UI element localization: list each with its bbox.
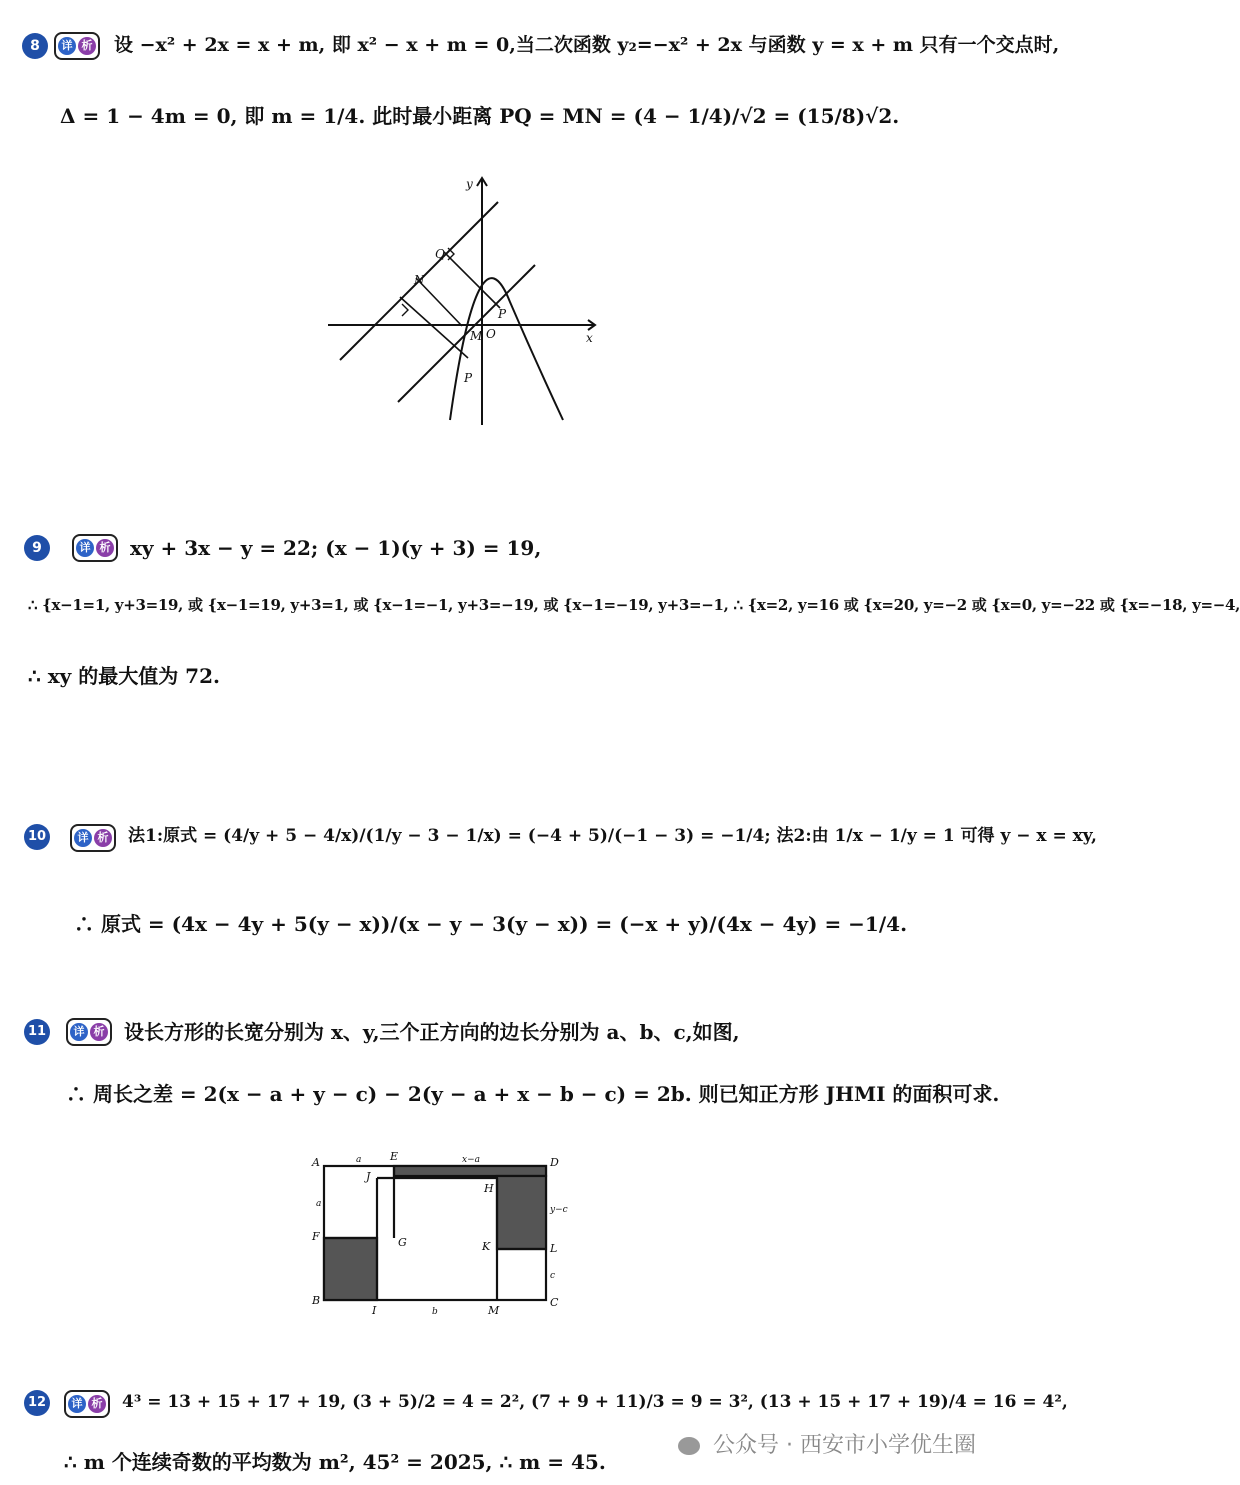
label-y: y — [466, 177, 473, 191]
analysis-badge — [66, 1018, 112, 1046]
label-c: C — [550, 1296, 559, 1309]
rectangle-figure — [290, 1150, 580, 1320]
watermark-text: 公众号 · 西安市小学优生圈 — [713, 1433, 976, 1458]
label-i: I — [372, 1304, 377, 1317]
badge-icon-left: 详 — [76, 539, 94, 557]
problem-11-line-2: ∴ 周长之差 = 2(x − a + y − c) − 2(y − a + x − b − c) = 2b. 则已知正方形 JHMI 的面积可求. — [66, 1082, 1000, 1106]
problem-number-9: 9 — [24, 535, 50, 561]
problem-10-line-2: ∴ 原式 = (4x − 4y + 5(y − x))/(x − y − 3(y − x)) = (−x + y)/(4x − 4y) = −1/4. — [74, 912, 908, 936]
label-m: M — [488, 1304, 500, 1317]
label-p-lower: P — [464, 371, 473, 385]
badge-icon-left: 详 — [70, 1023, 88, 1041]
problem-9-line-3: ∴ xy 的最大值为 72. — [28, 664, 220, 688]
label-side-a-top: a — [356, 1155, 362, 1165]
label-side-b: b — [432, 1307, 438, 1317]
label-f: F — [312, 1230, 320, 1243]
badge-icon-right: 析 — [94, 829, 112, 847]
problem-9-line-2: ∴ {x−1=1, y+3=19, 或 {x−1=19, y+3=1, 或 {x−1=−1, y+3=−19, 或 {x−1=−19, y+3=−1, ∴ {x=2, y=16 或 {x=20, y=−2 或 {x=0, y=−22 或 {x=−18, y=−4, — [28, 596, 1240, 614]
problem-9-line-1: xy + 3x − y = 22; (x − 1)(y + 3) = 19, — [130, 536, 542, 560]
label-j: J — [366, 1170, 371, 1183]
badge-icon-right: 析 — [88, 1395, 106, 1413]
problem-8-line-2: Δ = 1 − 4m = 0, 即 m = 1/4. 此时最小距离 PQ = MN = (4 − 1/4)/√2 = (15/8)√2. — [60, 104, 900, 128]
label-h: H — [484, 1182, 494, 1195]
badge-icon-right: 析 — [78, 37, 96, 55]
analysis-badge — [64, 1390, 110, 1418]
label-side-a-left: a — [316, 1199, 322, 1209]
parabola-graph — [320, 170, 610, 430]
label-m: M — [470, 329, 483, 343]
badge-icon-right: 析 — [96, 539, 114, 557]
problem-11-line-1: 设长方形的长宽分别为 x、y,三个正方向的边长分别为 a、b、c,如图, — [124, 1020, 740, 1044]
label-d: D — [550, 1156, 559, 1169]
label-g: G — [398, 1236, 407, 1249]
problem-number-8: 8 — [22, 33, 48, 59]
problem-12-line-2: ∴ m 个连续奇数的平均数为 m², 45² = 2025, ∴ m = 45. — [64, 1450, 606, 1474]
analysis-badge — [54, 32, 100, 60]
badge-icon-left: 详 — [68, 1395, 86, 1413]
label-e: E — [390, 1150, 399, 1163]
problem-number-10: 10 — [24, 824, 50, 850]
problem-number-12: 12 — [24, 1390, 50, 1416]
label-l: L — [550, 1242, 558, 1255]
label-n: N — [414, 273, 425, 287]
label-k: K — [482, 1240, 491, 1253]
label-q: Q — [435, 247, 445, 261]
label-a-point: A — [312, 1156, 320, 1169]
label-side-c: c — [550, 1271, 556, 1281]
label-origin: O — [486, 327, 496, 341]
badge-icon-left: 详 — [58, 37, 76, 55]
label-side-x-minus-a: x−a — [462, 1155, 480, 1165]
analysis-badge — [72, 534, 118, 562]
problem-number-11: 11 — [24, 1019, 50, 1045]
badge-icon-right: 析 — [90, 1023, 108, 1041]
label-side-y-minus-c: y−c — [550, 1205, 568, 1215]
label-b: B — [312, 1294, 321, 1307]
label-p-upper: P — [498, 307, 507, 321]
badge-icon-left: 详 — [74, 829, 92, 847]
label-x: x — [586, 331, 593, 345]
watermark — [678, 1428, 976, 1459]
problem-10-line-1: 法1:原式 = (4/y + 5 − 4/x)/(1/y − 3 − 1/x) = (−4 + 5)/(−1 − 3) = −1/4; 法2:由 1/x − 1/y = 1 可得 y − x = xy, — [128, 826, 1097, 846]
wechat-icon — [678, 1437, 700, 1455]
problem-8-line-1: 设 −x² + 2x = x + m, 即 x² − x + m = 0,当二次函数 y₂=−x² + 2x 与函数 y = x + m 只有一个交点时, — [114, 34, 1060, 56]
analysis-badge — [70, 824, 116, 852]
problem-12-line-1: 4³ = 13 + 15 + 17 + 19, (3 + 5)/2 = 4 = 2², (7 + 9 + 11)/3 = 9 = 3², (13 + 15 + 17 + 19)/4 = 16 = 4², — [122, 1392, 1068, 1412]
